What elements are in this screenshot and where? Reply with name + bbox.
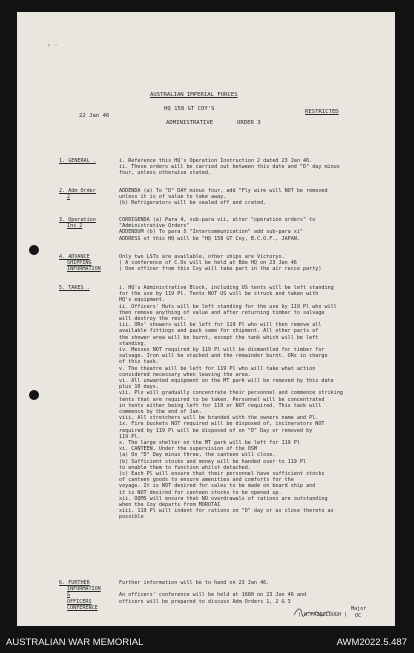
hq-line: HQ 158 GT COY'S — [164, 106, 215, 112]
section-line: CORRIGENDA (a) Para 4, sub-para vii, alter "operation orders" to — [119, 217, 316, 223]
section-line: (b) Sufficient stocks and money will be handed over to 119 Pl — [119, 458, 307, 465]
section-label: 3. Operation — [59, 217, 96, 223]
section-line: ii. Officers' Huts will be left standing for the use by 119 Pl who will — [119, 303, 337, 310]
section-line: in tents either being left for 119 or NOT required. This task will — [119, 402, 322, 409]
section-label: INFORMATION — [67, 586, 101, 593]
section-line: ADDENDUM (b) To para 5 "Intercommunication" add sub-para xi" — [119, 229, 304, 236]
section-line: unless it is of value to take away. — [119, 194, 227, 201]
section-line: required by 119 Pl will be disposed of on "D" Day or removed by — [119, 427, 313, 434]
section-line: i. HQ's Administrative Block, including US tents will be left standing — [119, 285, 334, 291]
section-line: standing. — [119, 340, 147, 347]
section-line: xii. OQMS will ensure that NO overdrawals of rations are outstanding — [119, 495, 328, 502]
section-line: possible — [119, 514, 144, 521]
punch-hole — [29, 245, 39, 255]
section-line: commence by the end of Jan. — [119, 409, 202, 415]
section-line: xi. CANTEEN. Under the supervision of the OSM — [119, 446, 258, 453]
punch-hole — [29, 390, 39, 400]
document-title: AUSTRALIAN IMPERIAL FORCES — [150, 92, 238, 98]
section-line: four, unless otherwise stated. — [119, 170, 212, 177]
section-label: OFFICERS — [67, 598, 92, 605]
section-label: SHIPPING — [67, 260, 92, 267]
section-line: officers will be prepared to discuss Adm Orders 1, 2 & 3 — [119, 598, 291, 605]
section-line: then remove anything of value and after returning timber to salvage — [119, 309, 325, 316]
signature-rank: Major — [351, 606, 367, 612]
section-line: to enable them to function whilst detached. — [119, 464, 251, 471]
section-line: xiii. 119 Pl will indent for rations on "D" day or as close thereto as — [119, 508, 334, 515]
section-line: Only two LSTs are available, other ships are Victorys. — [119, 254, 285, 260]
admin-label: ADMINISTRATIVE — [166, 120, 214, 126]
signature-name: ( H.FAIRCLOUGH ) — [298, 612, 348, 618]
section-line: iv. Messes NOT required by 119 Pl will be dismantled for timber for — [119, 347, 325, 353]
section-line: Further information will be to hand on 23 Jan 46. — [119, 580, 270, 586]
section-label: Ins 2 — [67, 223, 83, 230]
section-line: ii. These orders will be carried out between this date and "D" day minus — [119, 164, 340, 171]
handwritten-mark: ⸗ · — [47, 42, 58, 49]
section-line: it is NOT desired for canteen stocks to be opened up. — [119, 489, 282, 496]
section-line: vi. All unwanted equipment on the MT park will be removed by this date — [119, 378, 334, 384]
section-label: 2 — [67, 194, 71, 201]
section-line: considered necessary when leaving the area. — [119, 371, 251, 378]
footer-accession: AWM2022.5.487 — [336, 637, 407, 648]
section-line: 119 Pl. — [119, 433, 141, 440]
section-label: CONFERENCE — [67, 604, 98, 611]
section-label: 2. Adm Order — [59, 188, 96, 194]
section-line: ( A conference of C.Os will be held at Bde HQ on 23 Jan 46 — [119, 260, 297, 267]
section-line: An officers' conference will be held at 1600 on 23 Jan 46 and — [119, 592, 307, 599]
footer-source: AUSTRALIAN WAR MEMORIAL — [6, 637, 144, 648]
section-line: of canteen goods to ensure amenities and comforts for the — [119, 477, 294, 484]
section-line: voyage. It is NOT desired for sales to be made on board ship and — [119, 483, 316, 490]
section-line: salvage. Iron will be stacked and the remainder burnt. ORs in charge — [119, 353, 328, 360]
document-date: 22 Jan 46 — [79, 113, 110, 119]
section-line: vii. Pls will gradually concentrate their personnel and commence striking — [119, 390, 343, 397]
section-line: iii. ORs' showers will be left for 119 Pl who will then remove all — [119, 322, 322, 329]
section-line: v. The theatre will be left for 119 Pl who will take what action — [119, 365, 316, 372]
section-label: 1. GENERAL . — [59, 158, 96, 164]
section-line: plus 10 days. — [119, 384, 159, 391]
signature-appointment: OC — [355, 613, 362, 619]
section-line: x. The large shelter on the MT park will be left for 119 Pl — [119, 440, 300, 446]
section-line: ADDENDA (a) To "D" DAY minus four, add "Fly wire will NOT be removed — [119, 188, 328, 194]
section-line: the shower area will be burnt, except the tank which will be left — [119, 334, 319, 341]
section-line: when the Coy departs from MOROTAI — [119, 502, 221, 508]
section-line: ADDRESS of this HQ will be "HQ 158 GT Coy, B.C.O.F., JAPAN. — [119, 235, 300, 242]
section-line: HQ's equipment. — [119, 297, 166, 304]
section-label: & — [67, 592, 71, 599]
footer-bar — [0, 628, 414, 653]
section-label: INFORMATION — [67, 266, 101, 273]
section-line: (b) Refrigerators will be sealed off and crated. — [119, 200, 267, 207]
section-line: tents that are required to be taken. Personnel will be concentrated — [119, 396, 325, 403]
section-line: i. Reference this HQ's Operation Instruction 2 dated 23 Jan 46. — [119, 158, 313, 164]
order-number: ORDER 3 — [237, 120, 261, 126]
classification: RESTRICTED — [305, 109, 339, 115]
section-line: of this task. — [119, 359, 159, 366]
section-line: "Administrative Orders" — [119, 223, 190, 230]
section-label: 6. FURTHER — [59, 580, 90, 586]
section-line: ( One officer from this Coy will take part in the air recce party) — [119, 266, 322, 273]
section-line: for the use by 119 Pl. Tents NOT US will be struck and taken with — [119, 291, 319, 298]
handwritten-signature — [292, 605, 332, 619]
section-line: viii. All stretchers will be branded with the owners name and Pl. — [119, 415, 319, 422]
section-line: will destroy the rest. — [119, 316, 187, 322]
document-page — [17, 12, 395, 626]
section-line: ix. Fire buckets NOT required will be disposed of, incinerators NOT — [119, 421, 325, 428]
section-line: (a) On "D" Day minus three, the canteen will close. — [119, 452, 276, 459]
section-line: (c) Each Pl will ensure that their personnel have sufficient stocks — [119, 471, 325, 477]
section-label: 5. TAKES . — [59, 285, 90, 291]
section-label: 4. ADVANCE — [59, 254, 90, 260]
section-line: available fittings and pack same for shipment. All other parts of — [119, 328, 319, 335]
